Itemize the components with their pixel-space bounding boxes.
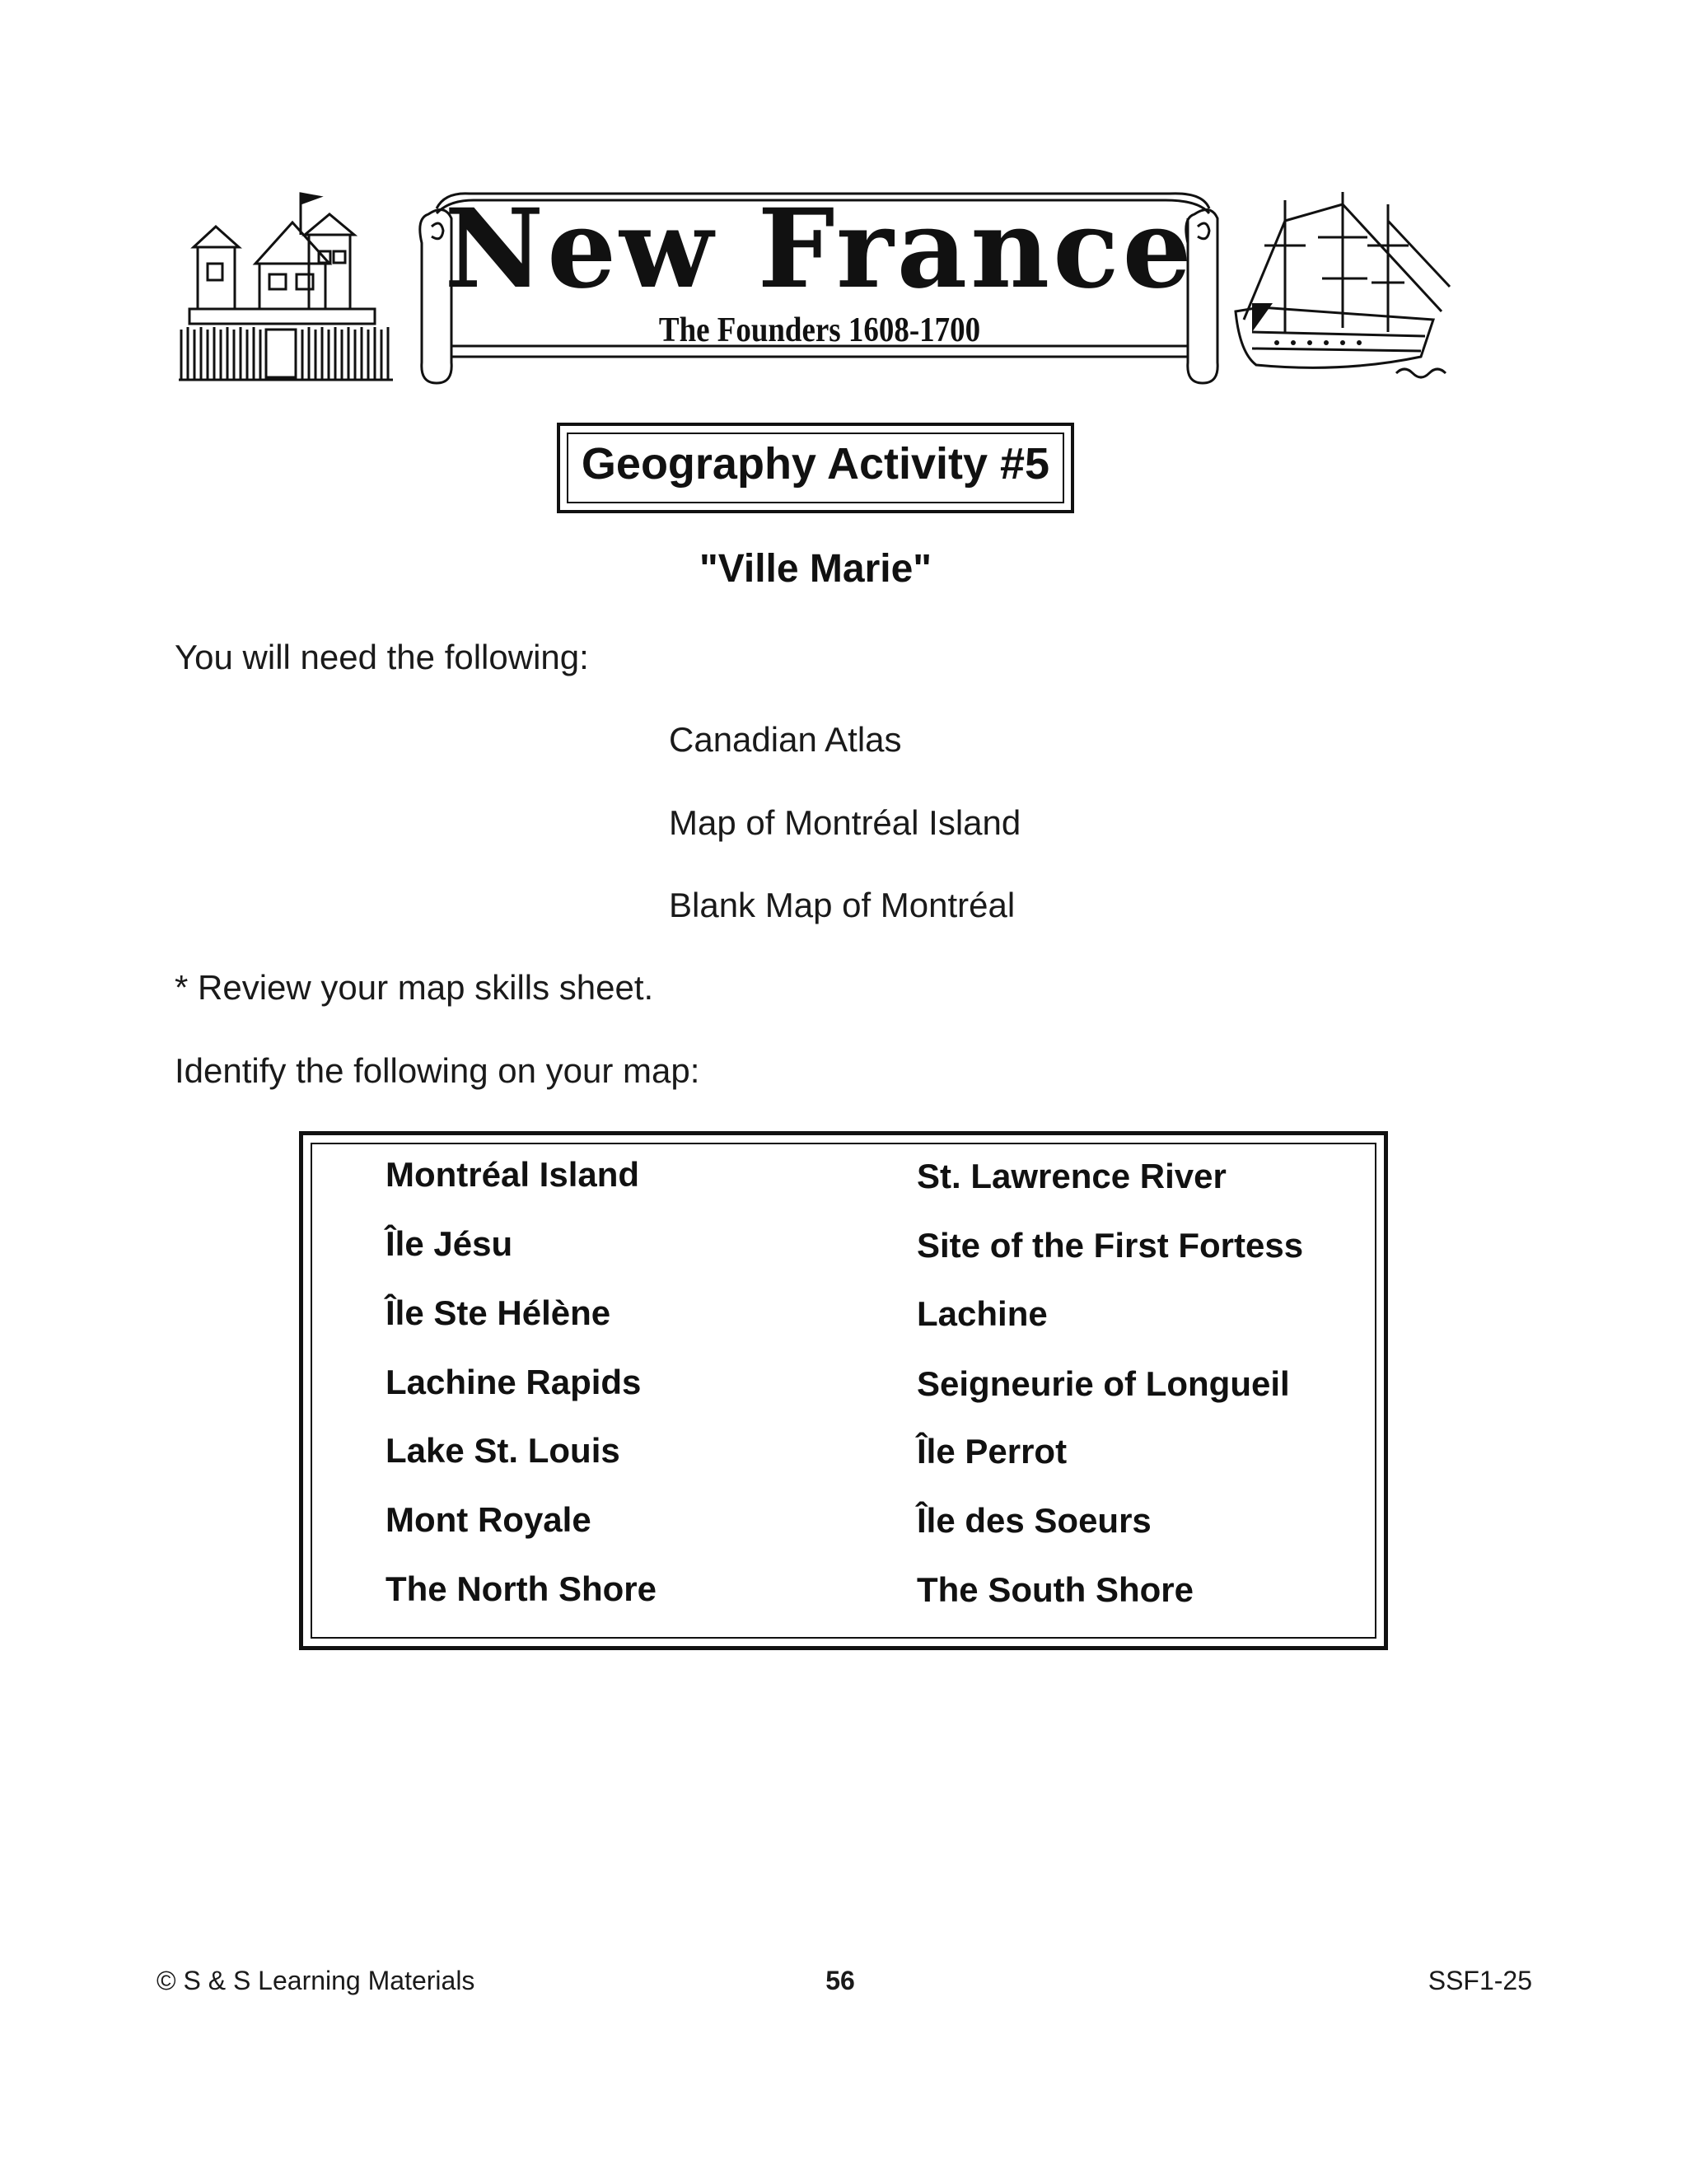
place-right-item: St. Lawrence River — [917, 1157, 1227, 1195]
places-list-box — [299, 1131, 1388, 1650]
activity-subtitle: "Ville Marie" — [699, 547, 932, 591]
material-item: Map of Montréal Island — [669, 803, 1021, 842]
place-right-item: Île Perrot — [917, 1432, 1068, 1471]
place-right-item: Lachine — [917, 1294, 1048, 1333]
material-item: Canadian Atlas — [669, 720, 902, 759]
place-left-item: Île Ste Hélène — [386, 1293, 611, 1332]
banner-title: New France — [444, 185, 1195, 313]
footer-product-code: SSF1-25 — [1428, 1966, 1532, 1995]
activity-title: Geography Activity #5 — [581, 439, 1050, 489]
place-right-item: Seigneurie of Longueil — [917, 1364, 1290, 1403]
footer-copyright: © S & S Learning Materials — [157, 1966, 475, 1995]
activity-heading-box — [557, 423, 1074, 513]
identify-intro: Identify the following on your map: — [175, 1051, 700, 1090]
materials-intro: You will need the following: — [175, 638, 589, 676]
footer-page-number: 56 — [825, 1966, 855, 1995]
ship-illustration — [1227, 188, 1458, 386]
place-right-item: Site of the First Fortess — [917, 1226, 1304, 1265]
place-left-item: Lake St. Louis — [386, 1431, 620, 1470]
place-left-item: Montréal Island — [386, 1155, 640, 1194]
place-left-item: Lachine Rapids — [386, 1363, 642, 1401]
place-right-item: The South Shore — [917, 1570, 1194, 1609]
fort-illustration — [177, 185, 395, 383]
place-left-item: Île Jésu — [386, 1224, 513, 1263]
place-left-item: Mont Royale — [386, 1500, 591, 1539]
material-item: Blank Map of Montréal — [669, 886, 1016, 924]
place-right-item: Île des Soeurs — [917, 1501, 1152, 1540]
review-note: * Review your map skills sheet. — [175, 968, 654, 1007]
banner-subtitle: The Founders 1608-1700 — [658, 311, 981, 349]
place-left-item: The North Shore — [386, 1569, 657, 1608]
